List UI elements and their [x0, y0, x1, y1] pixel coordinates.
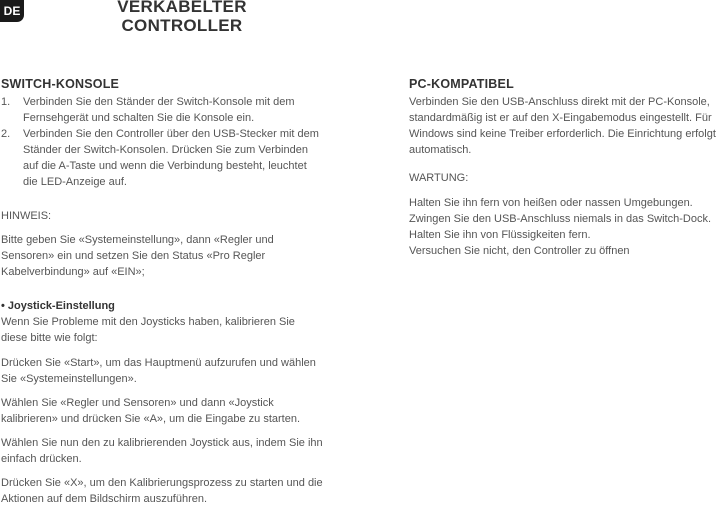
right-column	[409, 76, 720, 259]
step-text: Verbinden Sie den Controller über den USB-Stecker mit dem Ständer der Switch-Konsolen. Drücken Sie zum Verbinden auf die A-Taste und wenn die Verbindung besteht, leuchtet die LED-Anzeige auf.	[23, 128, 319, 188]
list-item	[1, 126, 323, 190]
joystick-step: Wählen Sie nun den zu kalibrierenden Joystick aus, indem Sie ihn einfach drücken.	[1, 437, 323, 465]
joystick-step: Drücken Sie «Start», um das Hauptmenü aufzurufen und wählen Sie «Systemeinstellungen».	[1, 357, 316, 385]
switch-steps-list	[1, 94, 323, 190]
maintenance-heading: WARTUNG:	[409, 172, 469, 184]
joystick-step: Drücken Sie «X», um den Kalibrierungsprozess zu starten und die Aktionen auf dem Bildschirm auszuführen.	[1, 477, 323, 505]
step-number: 1.	[1, 96, 11, 108]
hint-heading: HINWEIS:	[1, 210, 52, 222]
hint-text: Bitte geben Sie «Systemeinstellung», dann «Regler und Sensoren» ein und setzen Sie den Status «Pro Regler Kabelverbindung» auf «EIN»;	[1, 234, 274, 278]
left-column	[1, 76, 323, 507]
joystick-step: Wählen Sie «Regler und Sensoren» und dann «Joystick kalibrieren» und drücken Sie «A», um die Eingabe zu starten.	[1, 397, 301, 425]
maintenance-line: Halten Sie ihn fern von heißen oder nassen Umgebungen.	[409, 197, 693, 209]
maintenance-list	[409, 195, 720, 259]
pc-compatible-heading: PC-KOMPATIBEL	[409, 77, 514, 91]
step-number: 2.	[1, 128, 11, 140]
step-text: Verbinden Sie den Ständer der Switch-Konsole mit dem Fernsehgerät und schalten Sie die Konsole ein.	[23, 96, 295, 124]
switch-console-heading: SWITCH-KONSOLE	[1, 77, 120, 91]
maintenance-line: Zwingen Sie den USB-Anschluss niemals in das Switch-Dock.	[409, 213, 712, 225]
language-badge: DE	[0, 0, 24, 22]
list-item	[1, 94, 323, 126]
pc-compatible-text: Verbinden Sie den USB-Anschluss direkt mit der PC-Konsole, standardmäßig ist er auf den X-Eingabemodus eingestellt. Für Windows sind keine Treiber erforderlich. Die Einrichtung erfolgt automatisch.	[409, 96, 716, 156]
maintenance-line: Halten Sie ihn von Flüssigkeiten fern.	[409, 229, 591, 241]
page-title-line1: VERKABELTER	[117, 0, 247, 16]
page-title-line2: CONTROLLER	[121, 16, 243, 35]
joystick-heading: • Joystick-Einstellung	[1, 300, 115, 312]
page-title	[102, 0, 262, 35]
maintenance-line: Versuchen Sie nicht, den Controller zu öffnen	[409, 245, 630, 257]
joystick-intro: Wenn Sie Probleme mit den Joysticks haben, kalibrieren Sie diese bitte wie folgt:	[1, 316, 295, 344]
